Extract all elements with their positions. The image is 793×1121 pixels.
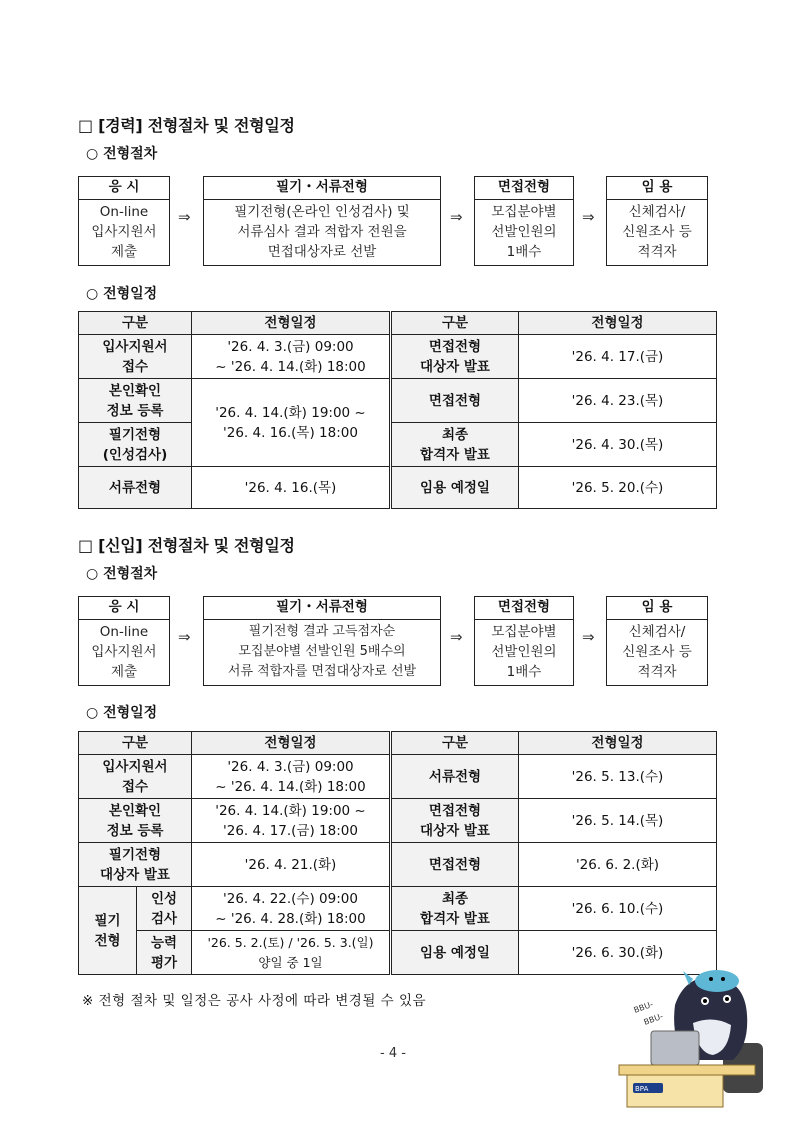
final-date: '26. 4. 30.(목) xyxy=(519,423,717,467)
step-head: 필기・서류전형 xyxy=(204,597,440,620)
table-row xyxy=(79,467,717,509)
final-date: '26. 6. 10.(수) xyxy=(519,887,717,931)
career-step-apply xyxy=(78,176,170,266)
arrow-icon: ⇒ xyxy=(178,208,191,226)
table-header: 전형일정 xyxy=(192,312,391,335)
step-head: 임 용 xyxy=(607,597,707,620)
newcomer-schedule-label: ○ 전형일정 xyxy=(86,705,158,721)
apply-label: 입사지원서 접수 xyxy=(79,755,192,799)
written-label: 필기 전형 xyxy=(79,887,137,975)
step-line: 적격자 xyxy=(637,664,677,680)
interview-date: '26. 4. 23.(목) xyxy=(519,379,717,423)
table-row xyxy=(79,843,717,887)
career-process-label: ○ 전형절차 xyxy=(86,146,158,162)
step-line: 선발인원의 xyxy=(491,224,557,240)
step-head: 임 용 xyxy=(607,177,707,200)
arrow-icon: ⇒ xyxy=(582,208,595,226)
table-header: 전형일정 xyxy=(519,732,717,755)
step-line: 모집분야별 xyxy=(491,204,557,220)
apply-date: '26. 4. 3.(금) 09:00 ~ '26. 4. 14.(화) 18:00 xyxy=(192,335,391,379)
table-header: 구분 xyxy=(79,732,192,755)
hire-label: 임용 예정일 xyxy=(391,931,519,975)
career-section-title: □ [경력] 전형절차 및 전형일정 xyxy=(78,116,295,135)
step-head: 면접전형 xyxy=(475,597,573,620)
written-target-date: '26. 4. 21.(화) xyxy=(192,843,391,887)
interview-date: '26. 6. 2.(화) xyxy=(519,843,717,887)
written-label: 필기전형 (인성검사) xyxy=(79,423,192,467)
table-row xyxy=(79,887,717,931)
mascot-logo: BPA xyxy=(635,1085,649,1093)
doc-date: '26. 4. 16.(목) xyxy=(192,467,391,509)
newcomer-step-interview xyxy=(474,596,574,686)
mascot-speech: BBU- xyxy=(642,1011,665,1027)
hire-date: '26. 6. 30.(화) xyxy=(519,931,717,975)
step-line: On-line xyxy=(99,624,149,640)
final-label: 최종 합격자 발표 xyxy=(391,887,519,931)
apply-label: 입사지원서 접수 xyxy=(79,335,192,379)
id-label: 본인확인 정보 등록 xyxy=(79,379,192,423)
arrow-icon: ⇒ xyxy=(582,628,595,646)
table-header: 전형일정 xyxy=(519,312,717,335)
personality-date: '26. 4. 22.(수) 09:00 ~ '26. 4. 28.(화) 18:00 xyxy=(192,887,391,931)
page-number: - 4 - xyxy=(380,1046,406,1061)
step-line: 1배수 xyxy=(506,244,542,260)
mascot-speech: BBU- xyxy=(632,999,655,1015)
interview-target-label: 면접전형 대상자 발표 xyxy=(391,799,519,843)
career-schedule-table xyxy=(78,311,717,509)
arrow-icon: ⇒ xyxy=(450,208,463,226)
table-row xyxy=(79,335,717,379)
newcomer-process-label: ○ 전형절차 xyxy=(86,566,158,582)
step-head: 필기・서류전형 xyxy=(204,177,440,200)
newcomer-step-apply xyxy=(78,596,170,686)
career-schedule-label: ○ 전형일정 xyxy=(86,286,158,302)
id-date: '26. 4. 14.(화) 19:00 ~ '26. 4. 17.(금) 18:00 xyxy=(192,799,391,843)
table-header: 전형일정 xyxy=(192,732,391,755)
step-line: 제출 xyxy=(110,244,138,260)
step-line: 신체검사/ xyxy=(628,624,686,640)
step-line: 모집분야별 xyxy=(491,624,557,640)
personality-label: 인성 검사 xyxy=(137,887,192,931)
step-line: 적격자 xyxy=(637,244,677,260)
interview-target-date: '26. 4. 17.(금) xyxy=(519,335,717,379)
interview-label: 면접전형 xyxy=(391,379,519,423)
interview-target-label: 면접전형 대상자 발표 xyxy=(391,335,519,379)
step-line: 1배수 xyxy=(506,664,542,680)
step-line: 입사지원서 xyxy=(91,224,157,240)
doc-label: 서류전형 xyxy=(79,467,192,509)
arrow-icon: ⇒ xyxy=(178,628,191,646)
doc-label: 서류전형 xyxy=(391,755,519,799)
step-line: 면접대상자로 선발 xyxy=(267,244,377,260)
final-label: 최종 합격자 발표 xyxy=(391,423,519,467)
step-line: 신체검사/ xyxy=(628,204,686,220)
apply-date: '26. 4. 3.(금) 09:00 ~ '26. 4. 14.(화) 18:00 xyxy=(192,755,391,799)
step-head: 면접전형 xyxy=(475,177,573,200)
table-row xyxy=(79,799,717,843)
mascot-icon xyxy=(605,965,780,1110)
newcomer-schedule-table xyxy=(78,731,717,975)
newcomer-step-hire xyxy=(606,596,708,686)
mascot-illustration xyxy=(605,965,780,1110)
step-line: 필기전형(온라인 인성검사) 및 xyxy=(234,204,410,220)
newcomer-section-title: □ [신입] 전형절차 및 전형일정 xyxy=(78,536,295,555)
doc-date: '26. 5. 13.(수) xyxy=(519,755,717,799)
ability-date: '26. 5. 2.(토) / '26. 5. 3.(일) 양일 중 1일 xyxy=(192,931,391,975)
table-row xyxy=(79,755,717,799)
step-line: On-line xyxy=(99,204,149,220)
interview-label: 면접전형 xyxy=(391,843,519,887)
table-header: 구분 xyxy=(391,732,519,755)
arrow-icon: ⇒ xyxy=(450,628,463,646)
step-line: 모집분야별 선발인원 5배수의 xyxy=(238,644,406,659)
step-line: 신원조사 등 xyxy=(622,644,692,660)
newcomer-step-written-docs xyxy=(203,596,441,686)
step-line: 서류 적합자를 면접대상자로 선발 xyxy=(227,664,417,679)
schedule-note: ※ 전형 절차 및 일정은 공사 사정에 따라 변경될 수 있음 xyxy=(82,993,427,1009)
table-header: 구분 xyxy=(391,312,519,335)
id-test-date: '26. 4. 14.(화) 19:00 ~ '26. 4. 16.(목) 18:00 xyxy=(192,379,391,467)
hire-label: 임용 예정일 xyxy=(391,467,519,509)
table-header: 구분 xyxy=(79,312,192,335)
step-line: 신원조사 등 xyxy=(622,224,692,240)
step-head: 응 시 xyxy=(79,177,169,200)
step-line: 제출 xyxy=(110,664,138,680)
step-head: 응 시 xyxy=(79,597,169,620)
id-label: 본인확인 정보 등록 xyxy=(79,799,192,843)
ability-label: 능력 평가 xyxy=(137,931,192,975)
written-target-label: 필기전형 대상자 발표 xyxy=(79,843,192,887)
career-step-written-docs xyxy=(203,176,441,266)
step-line: 필기전형 결과 고득점자순 xyxy=(248,624,396,639)
career-step-interview xyxy=(474,176,574,266)
interview-target-date: '26. 5. 14.(목) xyxy=(519,799,717,843)
hire-date: '26. 5. 20.(수) xyxy=(519,467,717,509)
career-step-hire xyxy=(606,176,708,266)
step-line: 입사지원서 xyxy=(91,644,157,660)
table-row xyxy=(79,379,717,423)
table-row xyxy=(79,423,717,467)
step-line: 선발인원의 xyxy=(491,644,557,660)
step-line: 서류심사 결과 적합자 전원을 xyxy=(237,224,407,240)
